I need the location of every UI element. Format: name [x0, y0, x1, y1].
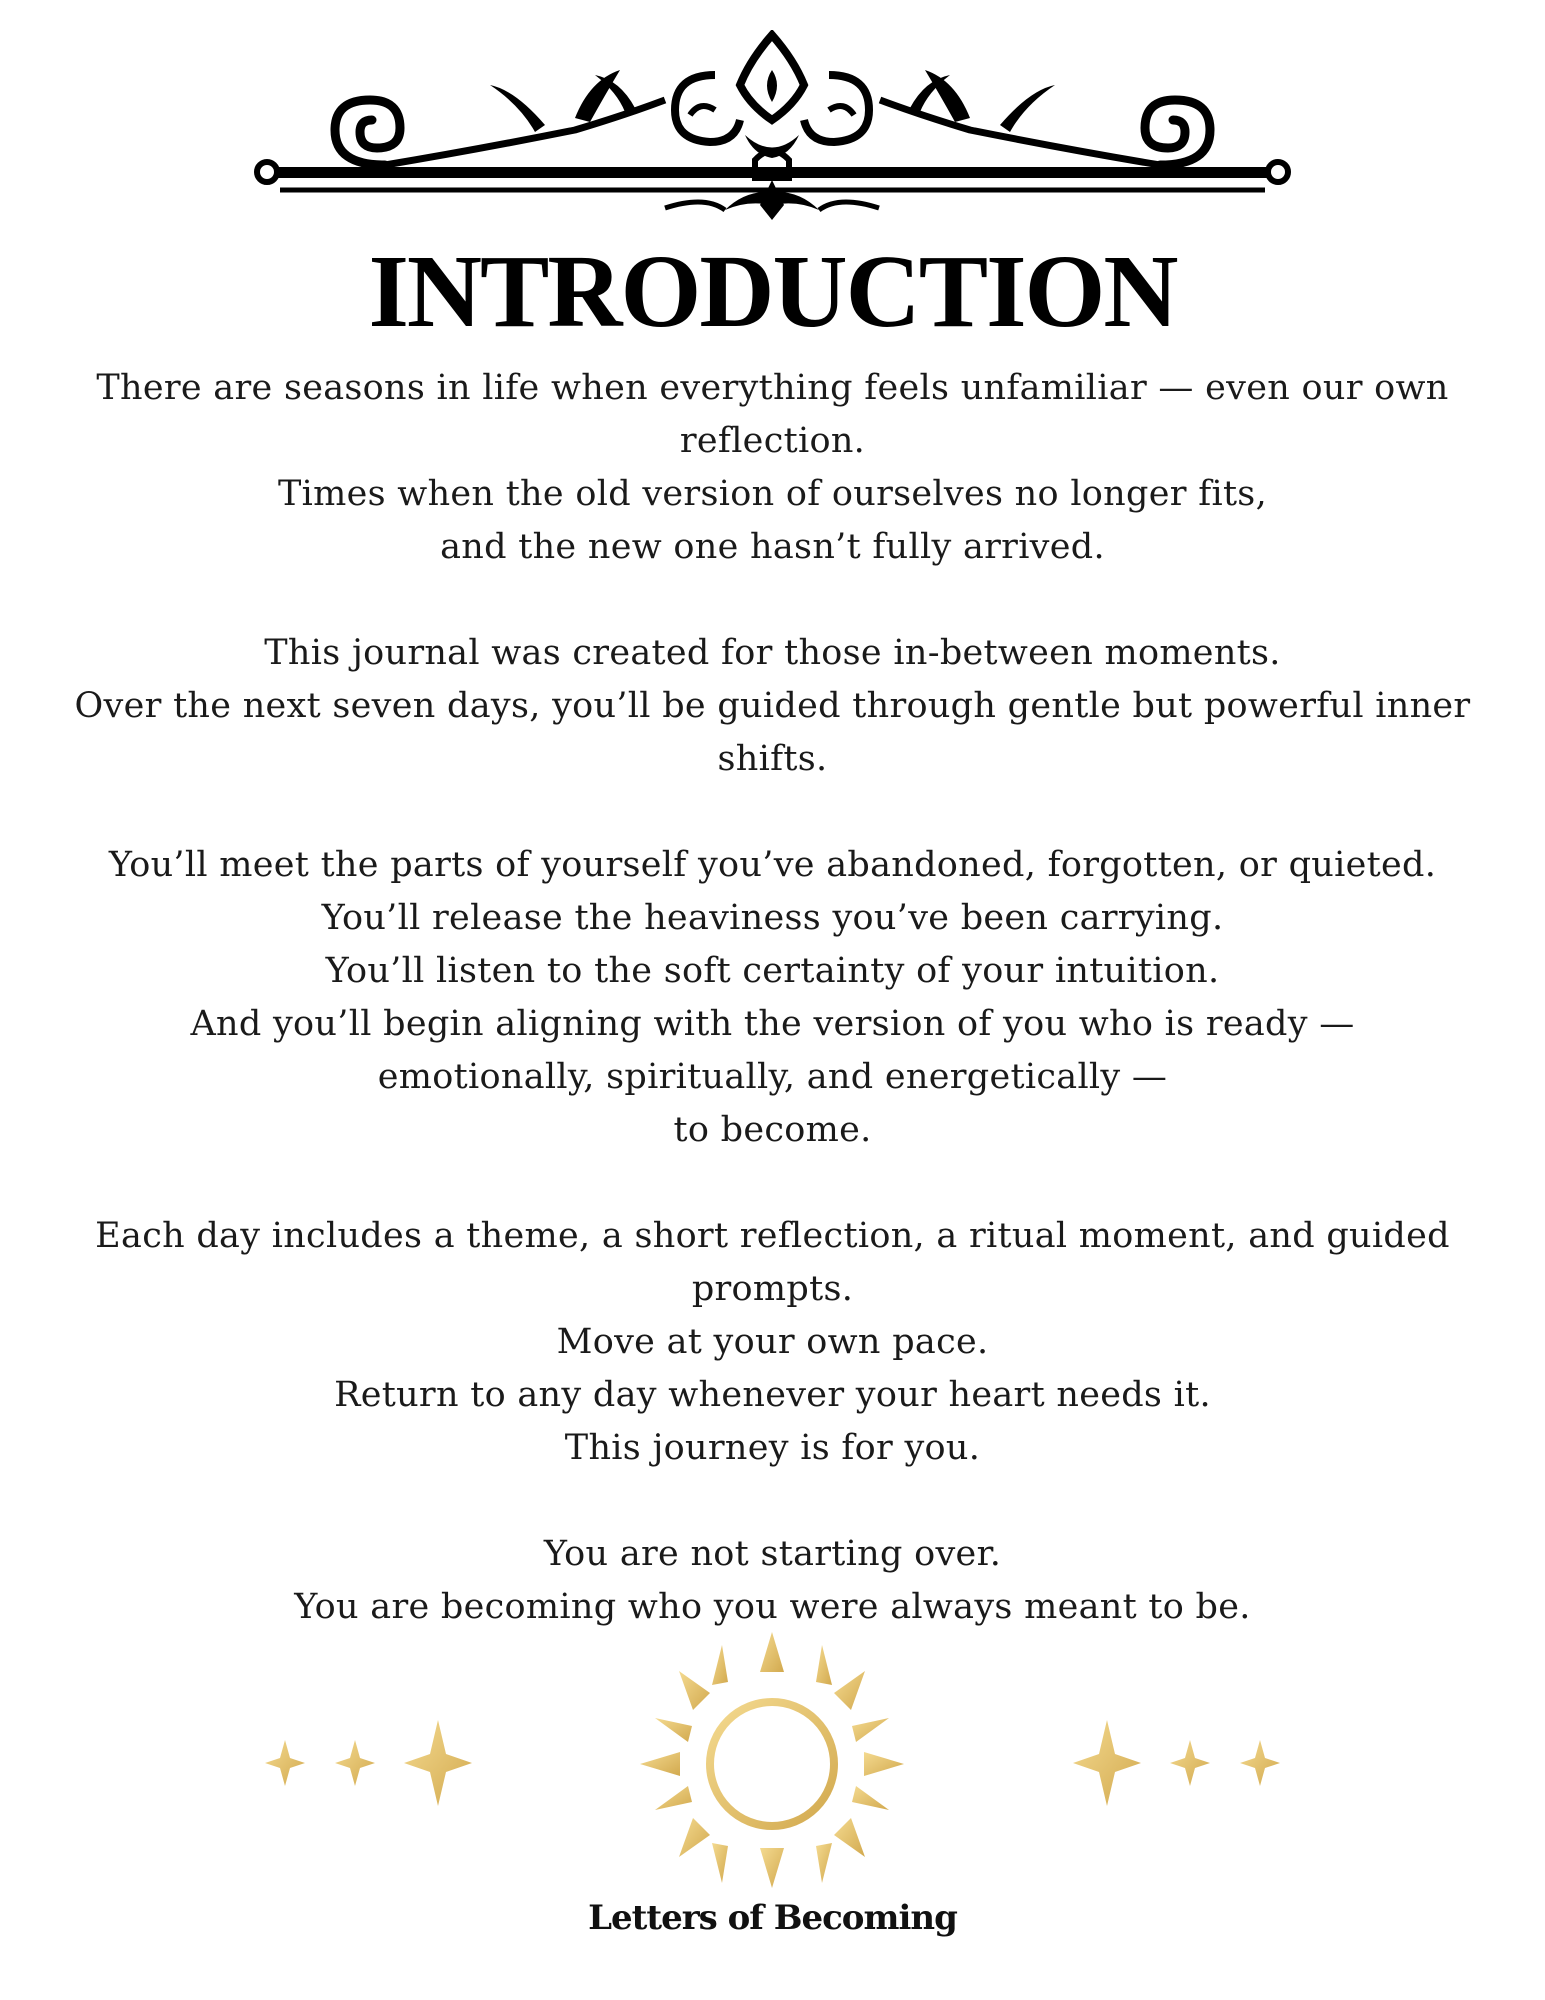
paragraph-line: You’ll release the heaviness you’ve been carrying. — [321, 898, 1224, 938]
crescent-moon-icon — [995, 1702, 1057, 1826]
sparkle-star-icon — [404, 1720, 472, 1806]
paragraph-line: This journey is for you. — [564, 1428, 981, 1468]
paragraph-line: Over the next seven days, you’ll be guided through gentle but powerful inner shifts. — [74, 686, 1471, 779]
celestial-decoration — [260, 1630, 1285, 1890]
paragraph-line: emotionally, spiritually, and energetically — — [377, 1057, 1168, 1097]
paragraph-line: You are becoming who you were always meant to be. — [294, 1587, 1251, 1627]
paragraph-line: You’ll listen to the soft certainty of your intuition. — [325, 951, 1220, 991]
paragraph — [40, 839, 1505, 1157]
ornamental-divider-icon — [245, 30, 1300, 245]
paragraph-line: And you’ll begin aligning with the version of you who is ready — — [190, 1004, 1355, 1044]
paragraph — [40, 627, 1505, 786]
sparkle-star-icon — [1073, 1720, 1141, 1806]
sparkle-star-icon — [1170, 1740, 1210, 1786]
brand-signature: Letters of Becoming — [588, 1898, 957, 1938]
paragraph-line: You are not starting over. — [543, 1534, 1002, 1574]
sparkle-star-icon — [265, 1740, 305, 1786]
paragraph-line: Return to any day whenever your heart needs it. — [334, 1375, 1211, 1415]
paragraph-line: to become. — [673, 1110, 872, 1150]
paragraph-line: Move at your own pace. — [556, 1322, 989, 1362]
paragraph — [40, 1210, 1505, 1475]
paragraph-line: This journal was created for those in-between moments. — [264, 633, 1281, 673]
introduction-body — [40, 362, 1505, 1634]
paragraph-line: You’ll meet the parts of yourself you’ve abandoned, forgotten, or quieted. — [108, 845, 1437, 885]
paragraph-line: and the new one hasn’t fully arrived. — [440, 527, 1105, 567]
sun-icon — [640, 1632, 904, 1888]
paragraph-line: Each day includes a theme, a short reflection, a ritual moment, and guided prompts. — [95, 1216, 1450, 1309]
page-title: INTRODUCTION — [368, 234, 1177, 349]
sparkle-star-icon — [335, 1740, 375, 1786]
paragraph — [40, 362, 1505, 574]
paragraph-line: There are seasons in life when everything feels unfamiliar — even our own reflection. — [96, 368, 1449, 461]
paragraph-line: Times when the old version of ourselves no longer fits, — [277, 474, 1267, 514]
paragraph — [40, 1528, 1505, 1634]
crescent-moon-icon — [488, 1702, 550, 1826]
sparkle-star-icon — [1240, 1740, 1280, 1786]
